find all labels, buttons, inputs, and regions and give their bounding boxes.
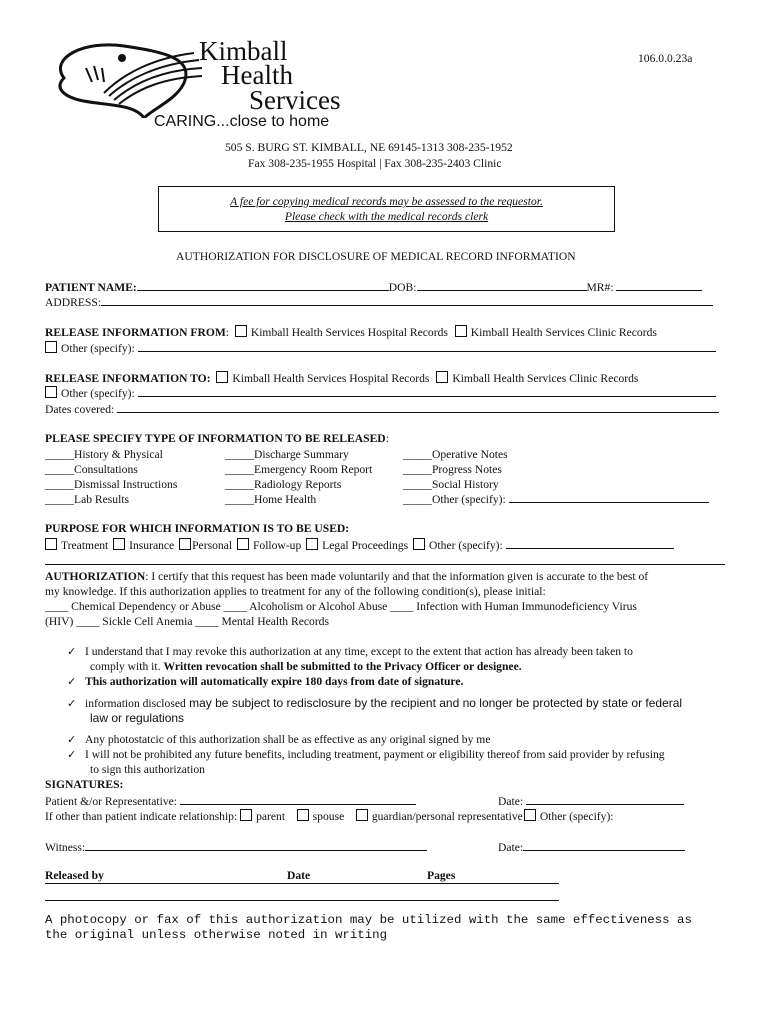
bullet-4: Any photostatcic of this authorization shall be as effective as any original signed by me — [85, 733, 491, 746]
released-by-label: Released by — [45, 869, 104, 882]
info-type-other-field[interactable] — [509, 492, 709, 503]
info-types-heading — [45, 432, 389, 445]
fee-notice-line-1: A fee for copying medical records may be assessed to the requestor. — [230, 195, 543, 208]
info-type-item[interactable] — [403, 492, 709, 507]
signatures-heading — [45, 778, 123, 791]
witness-label: Witness: — [45, 841, 86, 854]
purpose-other-field[interactable] — [506, 538, 674, 549]
logo — [44, 38, 404, 133]
purpose-personal-checkbox[interactable] — [179, 538, 191, 550]
patient-date-label: Date: — [498, 795, 524, 808]
info-type-item[interactable]: _____Radiology Reports — [225, 478, 342, 491]
dates-covered-row — [45, 402, 719, 416]
purpose-treatment-label: Treatment — [61, 539, 109, 552]
release-to-hospital-label: Kimball Health Services Hospital Records — [232, 372, 430, 385]
release-from-colon: : — [225, 326, 230, 339]
signatures-label: SIGNATURES: — [45, 778, 124, 791]
list-item — [67, 762, 665, 777]
relationship-other-checkbox[interactable] — [524, 809, 536, 821]
witness-date-label: Date: — [498, 841, 524, 854]
dob-label: DOB: — [388, 281, 417, 294]
list-item — [67, 732, 665, 747]
info-type-item[interactable]: _____Operative Notes — [403, 448, 508, 461]
section-divider — [45, 564, 725, 565]
info-type-item[interactable]: _____Social History — [403, 478, 499, 491]
patient-date-row — [498, 794, 684, 808]
org-name-line-3: Services — [249, 85, 341, 115]
check-icon: ✓ — [67, 748, 77, 761]
release-from-row — [45, 325, 657, 339]
patient-name-field[interactable] — [137, 280, 389, 291]
released-underline-extension — [45, 900, 559, 901]
purpose-treatment-checkbox[interactable] — [45, 538, 57, 550]
info-type-item[interactable]: _____Dismissal Instructions — [45, 478, 178, 491]
release-to-clinic-checkbox[interactable] — [436, 371, 448, 383]
info-type-item[interactable]: _____Discharge Summary — [225, 448, 349, 461]
list-item — [67, 747, 665, 762]
purpose-options-row — [45, 538, 674, 552]
released-date-label: Date — [287, 869, 311, 882]
purpose-legal-label: Legal Proceedings — [322, 539, 409, 552]
purpose-personal-label: Personal — [192, 539, 233, 552]
relationship-other-label: Other (specify): — [539, 810, 614, 823]
patient-row — [45, 280, 702, 294]
address-label: ADDRESS: — [45, 296, 102, 309]
list-item — [67, 696, 682, 711]
check-icon: ✓ — [67, 697, 77, 710]
bullet-2: This authorization will automatically expire 180 days from date of signature. — [85, 675, 464, 688]
footer-note — [45, 913, 692, 943]
relationship-guardian-label: guardian/personal representative — [371, 810, 523, 823]
release-from-other-checkbox[interactable] — [45, 341, 57, 353]
release-from-hospital-checkbox[interactable] — [235, 325, 247, 337]
relationship-row — [45, 809, 614, 823]
purpose-heading — [45, 522, 349, 535]
dates-covered-label: Dates covered: — [45, 403, 115, 416]
info-types-label: PLEASE SPECIFY TYPE OF INFORMATION TO BE RELEASED — [45, 432, 386, 445]
purpose-legal-checkbox[interactable] — [306, 538, 318, 550]
authorization-paragraph — [45, 569, 648, 629]
bullet-1-line-2a: comply with it. — [90, 660, 164, 673]
form-title: AUTHORIZATION FOR DISCLOSURE OF MEDICAL RECORD INFORMATION — [176, 250, 576, 263]
check-icon: ✓ — [67, 675, 77, 688]
list-item — [67, 659, 633, 674]
address-field[interactable] — [101, 295, 713, 306]
info-types-column-1 — [45, 447, 177, 507]
released-pages-label: Pages — [427, 869, 456, 882]
release-to-hospital-checkbox[interactable] — [216, 371, 228, 383]
logo-mark-icon — [44, 38, 204, 118]
witness-date-row — [498, 840, 685, 854]
relationship-label: If other than patient indicate relationship: — [45, 810, 238, 823]
list-item — [67, 674, 633, 689]
release-to-other-row — [45, 386, 716, 400]
mr-label: MR#: — [586, 281, 614, 294]
acknowledgement-list-3 — [67, 732, 665, 777]
purpose-insurance-checkbox[interactable] — [113, 538, 125, 550]
release-to-clinic-label: Kimball Health Services Clinic Records — [452, 372, 639, 385]
check-icon: ✓ — [67, 733, 77, 746]
release-from-label: RELEASE INFORMATION FROM — [45, 326, 226, 339]
footer-note-line-2: the original unless otherwise noted in writing — [45, 928, 388, 942]
release-from-clinic-checkbox[interactable] — [455, 325, 467, 337]
witness-field[interactable] — [85, 840, 427, 851]
witness-date-field[interactable] — [523, 840, 685, 851]
authorization-text-2: my knowledge. If this authorization applies to treatment for any of the following condition(s), please initial: — [45, 585, 546, 598]
release-to-other-label: Other (specify): — [61, 387, 135, 400]
mr-field[interactable] — [616, 280, 702, 291]
purpose-follow-up-label: Follow-up — [252, 539, 302, 552]
patient-signature-field[interactable] — [180, 794, 416, 805]
check-icon: ✓ — [67, 645, 77, 658]
patient-date-field[interactable] — [526, 794, 684, 805]
fax-line: Fax 308-235-1955 Hospital | Fax 308-235-2403 Clinic — [248, 157, 502, 170]
tagline: CARING...close to home — [154, 113, 330, 130]
acknowledgement-list — [67, 644, 633, 689]
bullet-5-line-2: to sign this authorization — [90, 763, 205, 776]
footer-note-line-1: A photocopy or fax of this authorization may be utilized with the same effectiveness as — [45, 913, 692, 927]
authorization-text-1: : I certify that this request has been made voluntarily and that the information given is accurate to the best of — [145, 570, 649, 583]
released-row — [45, 869, 559, 884]
form-code: 106.0.0.23a — [638, 52, 693, 65]
address-row — [45, 295, 713, 309]
relationship-parent-checkbox[interactable] — [240, 809, 252, 821]
info-type-other-label: _____Other (specify): — [403, 493, 506, 506]
org-name-line-2: Health — [221, 60, 293, 90]
purpose-other-checkbox[interactable] — [413, 538, 425, 550]
info-types-column-3 — [403, 447, 709, 507]
bullet-3-rest: may be subject to redisclosure by the recipient and no longer be protected by state or federal — [185, 696, 683, 710]
authorization-text-4: (HIV) ____ Sickle Cell Anemia ____ Mental Health Records — [45, 615, 329, 628]
bullet-5-line-1: I will not be prohibited any future benefits, including treatment, payment or eligibility thereof from said provider by refusing — [85, 748, 665, 761]
list-item — [67, 711, 682, 726]
dates-covered-field[interactable] — [117, 402, 719, 413]
patient-name-label: PATIENT NAME: — [45, 281, 137, 294]
fee-notice-line-2: Please check with the medical records clerk — [284, 210, 489, 223]
info-type-item[interactable]: _____Home Health — [225, 493, 317, 506]
purpose-other-label: Other (specify): — [429, 539, 503, 552]
info-type-item[interactable]: _____Lab Results — [45, 493, 130, 506]
witness-row — [45, 840, 427, 854]
info-types-colon: : — [385, 432, 389, 445]
info-type-item[interactable]: _____Progress Notes — [403, 463, 502, 476]
relationship-spouse-checkbox[interactable] — [297, 809, 309, 821]
release-to-row — [45, 371, 638, 385]
bullet-1-line-1: I understand that I may revoke this authorization at any time, except to the extent that action has already been taken to — [85, 645, 633, 658]
purpose-label: PURPOSE FOR WHICH INFORMATION IS TO BE USED: — [45, 522, 350, 535]
release-to-label: RELEASE INFORMATION TO: — [45, 372, 211, 385]
org-name-line-1: Kimball — [199, 36, 288, 66]
release-from-other-row — [45, 341, 716, 355]
release-from-other-field[interactable] — [138, 341, 716, 352]
acknowledgement-list-2 — [67, 696, 682, 726]
release-to-other-checkbox[interactable] — [45, 386, 57, 398]
relationship-spouse-label: spouse — [312, 810, 345, 823]
relationship-parent-label: parent — [256, 810, 286, 823]
bullet-3-prefix: information disclosed — [85, 697, 186, 710]
list-item — [67, 644, 633, 659]
info-types-column-2 — [225, 447, 372, 507]
info-type-item[interactable]: _____History & Physical — [45, 448, 163, 461]
authorization-label: AUTHORIZATION — [45, 570, 146, 583]
patient-signature-label: Patient &/or Representative: — [45, 795, 178, 808]
purpose-insurance-label: Insurance — [129, 539, 175, 552]
release-from-clinic-label: Kimball Health Services Clinic Records — [470, 326, 657, 339]
purpose-follow-up-checkbox[interactable] — [237, 538, 249, 550]
release-from-hospital-label: Kimball Health Services Hospital Records — [250, 326, 448, 339]
info-type-item[interactable]: _____Consultations — [45, 463, 138, 476]
release-from-other-label: Other (specify): — [61, 342, 135, 355]
info-type-item[interactable]: _____Emergency Room Report — [225, 463, 373, 476]
release-to-other-field[interactable] — [138, 386, 716, 397]
authorization-text-3: ____ Chemical Dependency or Abuse ____ Alcoholism or Alcohol Abuse ____ Infection with Human Immunodeficiency Virus — [45, 600, 637, 613]
dob-field[interactable] — [417, 280, 587, 291]
address-line: 505 S. BURG ST. KIMBALL, NE 69145-1313 308-235-1952 — [225, 141, 513, 154]
bullet-1-line-2b: Written revocation shall be submitted to the Privacy Officer or designee. — [163, 660, 522, 673]
patient-signature-row — [45, 794, 416, 808]
bullet-3-line-2: law or regulations — [90, 711, 185, 725]
fee-notice-box — [158, 186, 615, 232]
relationship-guardian-checkbox[interactable] — [356, 809, 368, 821]
